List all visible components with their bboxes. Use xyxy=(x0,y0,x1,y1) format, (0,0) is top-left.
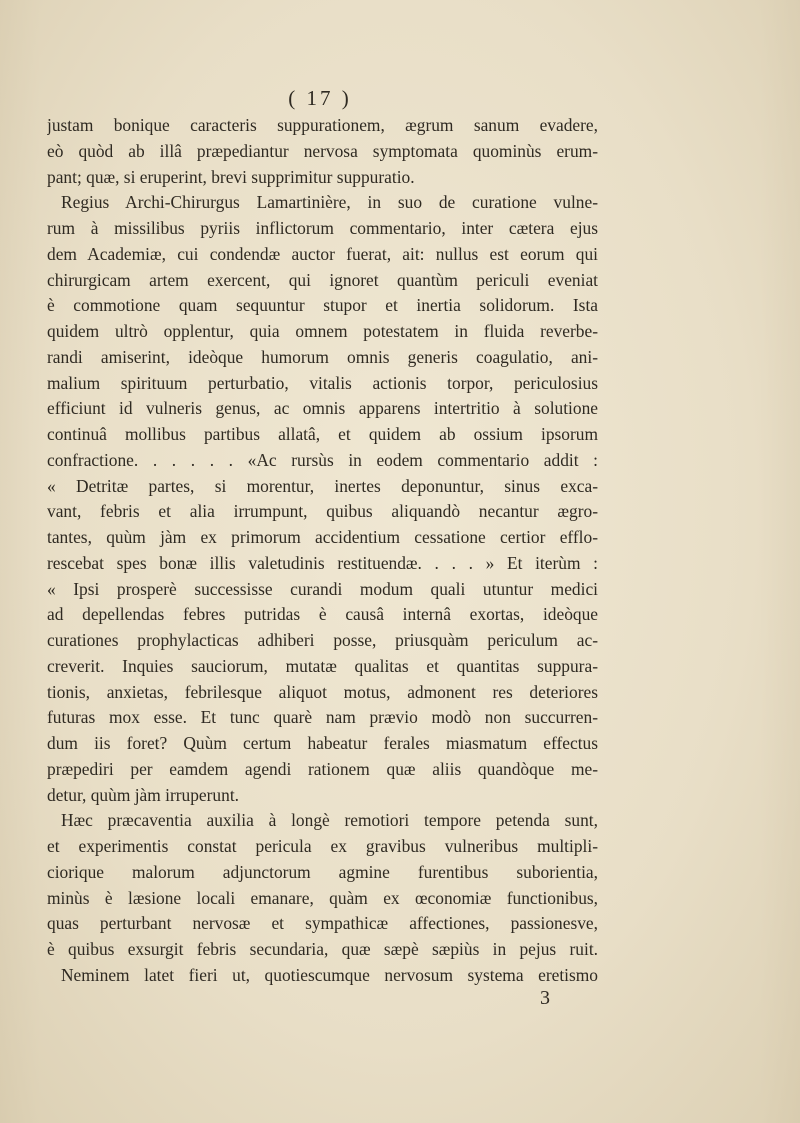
text-line: Regius Archi-Chirurgus Lamartinière, in suo de curatione vulne- xyxy=(61,192,598,213)
text-line: efficiunt id vulneris genus, ac omnis apparens intertritio à solutione xyxy=(47,398,598,419)
text-line: malium spirituum perturbatio, vitalis actionis torpor, periculosius xyxy=(47,372,598,393)
text-line: è quibus exsurgit febris secundaria, quæ sæpè sæpiùs in pejus ruit. xyxy=(47,939,598,959)
text-line: et experimentis constat pericula ex gravibus vulneribus multipli- xyxy=(47,836,598,856)
text-line: ciorique malorum adjunctorum agmine furentibus suborientia, xyxy=(47,861,598,882)
text-line: curationes prophylacticas adhiberi posse, priusquàm periculum ac- xyxy=(47,630,598,650)
text-line: pant; quæ, si eruperint, brevi supprimitur suppuratio. xyxy=(47,166,415,187)
text-line: Hæc præcaventia auxilia à longè remotiori tempore petenda sunt, xyxy=(61,810,598,831)
text-line: è commotione quam sequuntur stupor et inertia solidorum. Ista xyxy=(47,295,598,316)
page-number: ( 17 ) xyxy=(288,86,352,110)
text-line: randi amiserint, ideòque humorum omnis generis coagulatio, ani- xyxy=(47,346,598,367)
text-line: justam bonique caracteris suppurationem, ægrum sanum evadere, xyxy=(47,115,598,135)
signature-mark: 3 xyxy=(540,987,550,1009)
text-line: quas perturbant nervosæ et sympathicæ affectiones, passionesve, xyxy=(47,913,598,934)
text-line: vant, febris et alia irrumpunt, quibus aliquandò necantur ægro- xyxy=(47,501,598,522)
text-line: « Detritæ partes, si morentur, inertes deponuntur, sinus exca- xyxy=(47,475,598,496)
text-line: futuras mox esse. Et tunc quarè nam prævio modò non succurren- xyxy=(47,707,598,728)
text-line: dem Academiæ, cui condendæ auctor fuerat, ait: nullus est eorum qui xyxy=(47,243,598,264)
body-text xyxy=(47,113,598,989)
text-line: ad depellendas febres putridas è causâ internâ exortas, ideòque xyxy=(47,604,598,625)
text-line: minùs è læsione locali emanare, quàm ex œconomiæ functionibus, xyxy=(47,887,598,908)
text-line: « Ipsi prosperè successisse curandi modum quali utuntur medici xyxy=(47,578,598,599)
text-line: dum iis foret? Quùm certum habeatur ferales miasmatum effectus xyxy=(47,733,598,753)
text-line: creverit. Inquies sauciorum, mutatæ qualitas et quantitas suppura- xyxy=(47,655,598,676)
text-line: detur, quùm jàm irruperunt. xyxy=(47,784,240,805)
text-line: confractione. . . . . . «Ac rursùs in eodem commentario addit : xyxy=(47,449,598,470)
text-line: quidem ultrò opplentur, quia omnem potestatem in fluida reverbe- xyxy=(47,321,598,341)
text-line: continuâ mollibus partibus allatâ, et quidem ab ossium ipsorum xyxy=(47,424,598,444)
text-line: tantes, quùm jàm ex primorum accidentium cessatione certior efflo- xyxy=(47,527,598,547)
text-line: eò quòd ab illâ præpediantur nervosa symptomata quominùs erum- xyxy=(47,140,598,161)
text-line: tionis, anxietas, febrilesque aliquot motus, admonent res deteriores xyxy=(47,681,598,702)
text-line: Neminem latet fieri ut, quotiescumque nervosum systema eretismo xyxy=(61,964,598,985)
text-line: præpediri per eamdem agendi rationem quæ aliis quandòque me- xyxy=(47,758,598,779)
text-line: rum à missilibus pyriis inflictorum commentario, inter cætera ejus xyxy=(47,218,598,238)
text-line: chirurgicam artem exercent, qui ignoret quantùm periculi eveniat xyxy=(47,269,598,290)
text-line: rescebat spes bonæ illis valetudinis restituendæ. . . . » Et iterùm : xyxy=(47,552,598,573)
